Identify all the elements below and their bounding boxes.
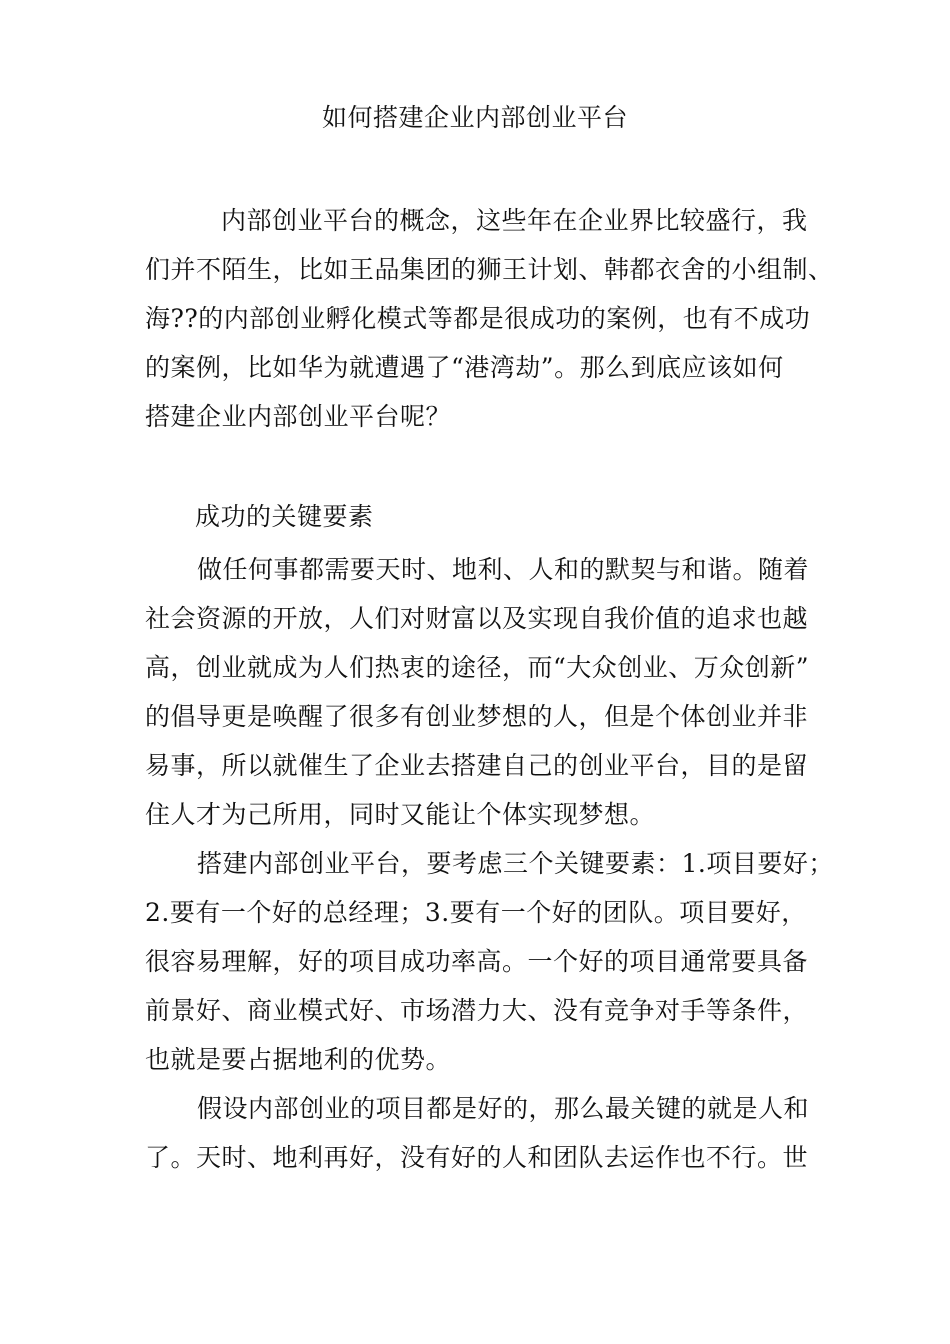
paragraph-3 (145, 1084, 810, 1182)
paragraph-line: 也就是要占据地利的优势。 (145, 1045, 452, 1074)
intro-paragraph (145, 196, 834, 441)
paragraph-line: 2.要有一个好的总经理；3.要有一个好的团队。项目要好， (145, 898, 807, 927)
intro-line: 海??的内部创业孵化模式等都是很成功的案例，也有不成功 (145, 304, 811, 333)
paragraph-line: 搭建内部创业平台，要考虑三个关键要素：1.项目要好； (197, 849, 834, 878)
paragraph-2 (145, 839, 834, 1084)
paragraph-line: 假设内部创业的项目都是好的，那么最关键的就是人和 (197, 1094, 810, 1123)
paragraph-line: 前景好、商业模式好、市场潜力大、没有竞争对手等条件， (145, 996, 809, 1025)
paragraph-line: 住人才为己所用，同时又能让个体实现梦想。 (145, 800, 656, 829)
intro-line: 内部创业平台的概念，这些年在企业界比较盛行，我 (221, 206, 808, 235)
paragraph-line: 很容易理解，好的项目成功率高。一个好的项目通常要具备 (145, 947, 809, 976)
section-heading: 成功的关键要素 (195, 502, 374, 531)
paragraph-line: 做任何事都需要天时、地利、人和的默契与和谐。随着 (197, 555, 810, 584)
document-title: 如何搭建企业内部创业平台 (321, 103, 628, 132)
paragraph-line: 社会资源的开放，人们对财富以及实现自我价值的追求也越 (145, 604, 809, 633)
paragraph-line: 了。天时、地利再好，没有好的人和团队去运作也不行。世 (145, 1143, 809, 1172)
intro-line: 搭建企业内部创业平台呢？ (145, 402, 452, 431)
paragraph-line: 易事，所以就催生了企业去搭建自己的创业平台，目的是留 (145, 751, 809, 780)
paragraph-line: 高，创业就成为人们热衷的途径，而“大众创业、万众创新” (145, 653, 810, 682)
paragraph-1 (145, 545, 810, 839)
paragraph-line: 的倡导更是唤醒了很多有创业梦想的人，但是个体创业并非 (145, 702, 809, 731)
intro-line: 们并不陌生，比如王品集团的狮王计划、韩都衣舍的小组制、 (145, 255, 834, 284)
intro-line: 的案例，比如华为就遭遇了“港湾劫”。那么到底应该如何 (145, 353, 784, 382)
